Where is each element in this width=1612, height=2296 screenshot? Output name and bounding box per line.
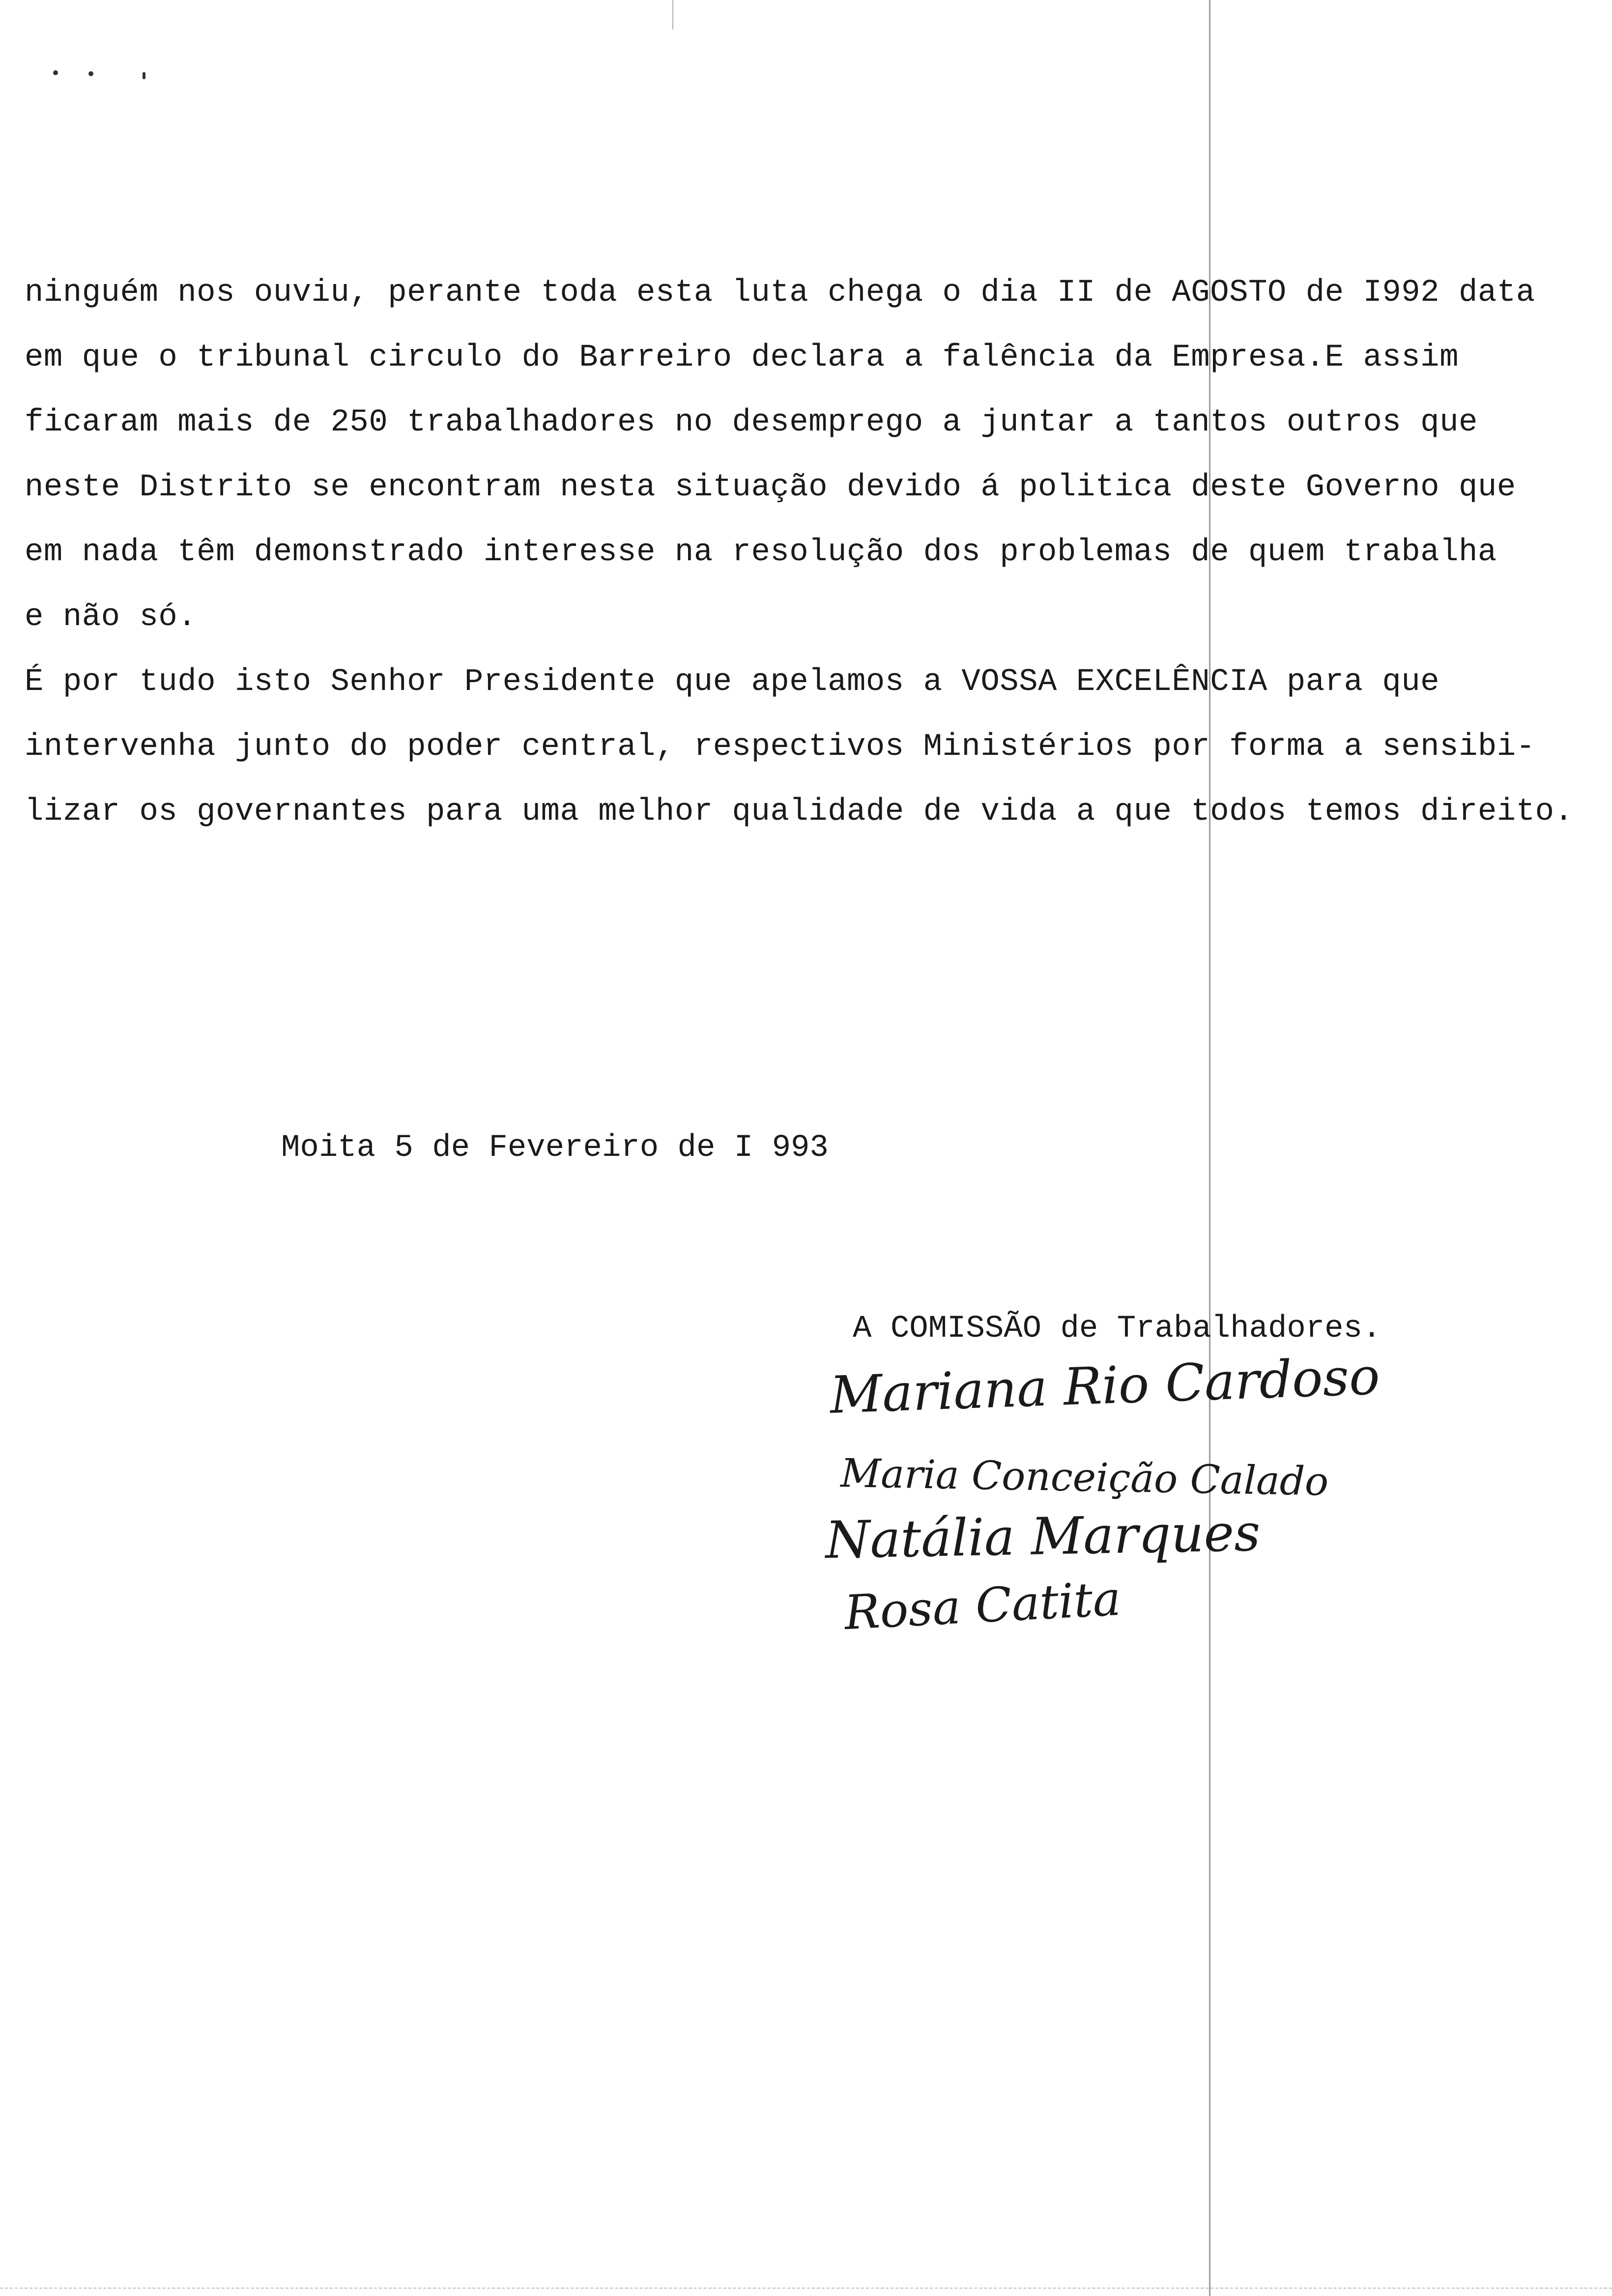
letter-body (25, 260, 1607, 844)
body-line-6: e não só. (25, 600, 197, 635)
signature-4: Rosa Catita (843, 1571, 1123, 1640)
signature-3: Natália Marques (825, 1502, 1261, 1570)
page-bottom-edge (0, 2288, 1612, 2290)
body-line-1: ninguém nos ouviu, perante toda esta luta chega o dia II de AGOSTO de I992 data (25, 275, 1535, 311)
scan-specks (49, 66, 167, 81)
body-line-7: É por tudo isto Senhor Presidente que apelamos a VOSSA EXCELÊNCIA para que (25, 664, 1440, 700)
body-line-4: neste Distrito se encontram nesta situação devido á politica deste Governo que (25, 470, 1516, 505)
body-line-3: ficaram mais de 250 trabalhadores no desemprego a juntar a tantos outros que (25, 405, 1478, 440)
body-line-5: em nada têm demonstrado interesse na resolução dos problemas de quem trabalha (25, 535, 1497, 570)
signatory-title: A COMISSÃO de Trabalhadores. (853, 1311, 1382, 1347)
body-line-2: em que o tribunal circulo do Barreiro declara a falência da Empresa.E assim (25, 340, 1459, 375)
date-line: Moita 5 de Fevereiro de I 993 (281, 1130, 829, 1166)
signature-2: Maria Conceição Calado (840, 1450, 1329, 1505)
body-line-8: intervenha junto do poder central, respectivos Ministérios por forma a sensibi- (25, 729, 1535, 765)
signature-1: Mariana Rio Cardoso (829, 1356, 1381, 1425)
body-line-9: lizar os governantes para uma melhor qualidade de vida a que todos temos direito. (25, 794, 1574, 830)
handwritten-signatures (816, 1356, 1406, 1661)
scan-mark (672, 0, 673, 29)
